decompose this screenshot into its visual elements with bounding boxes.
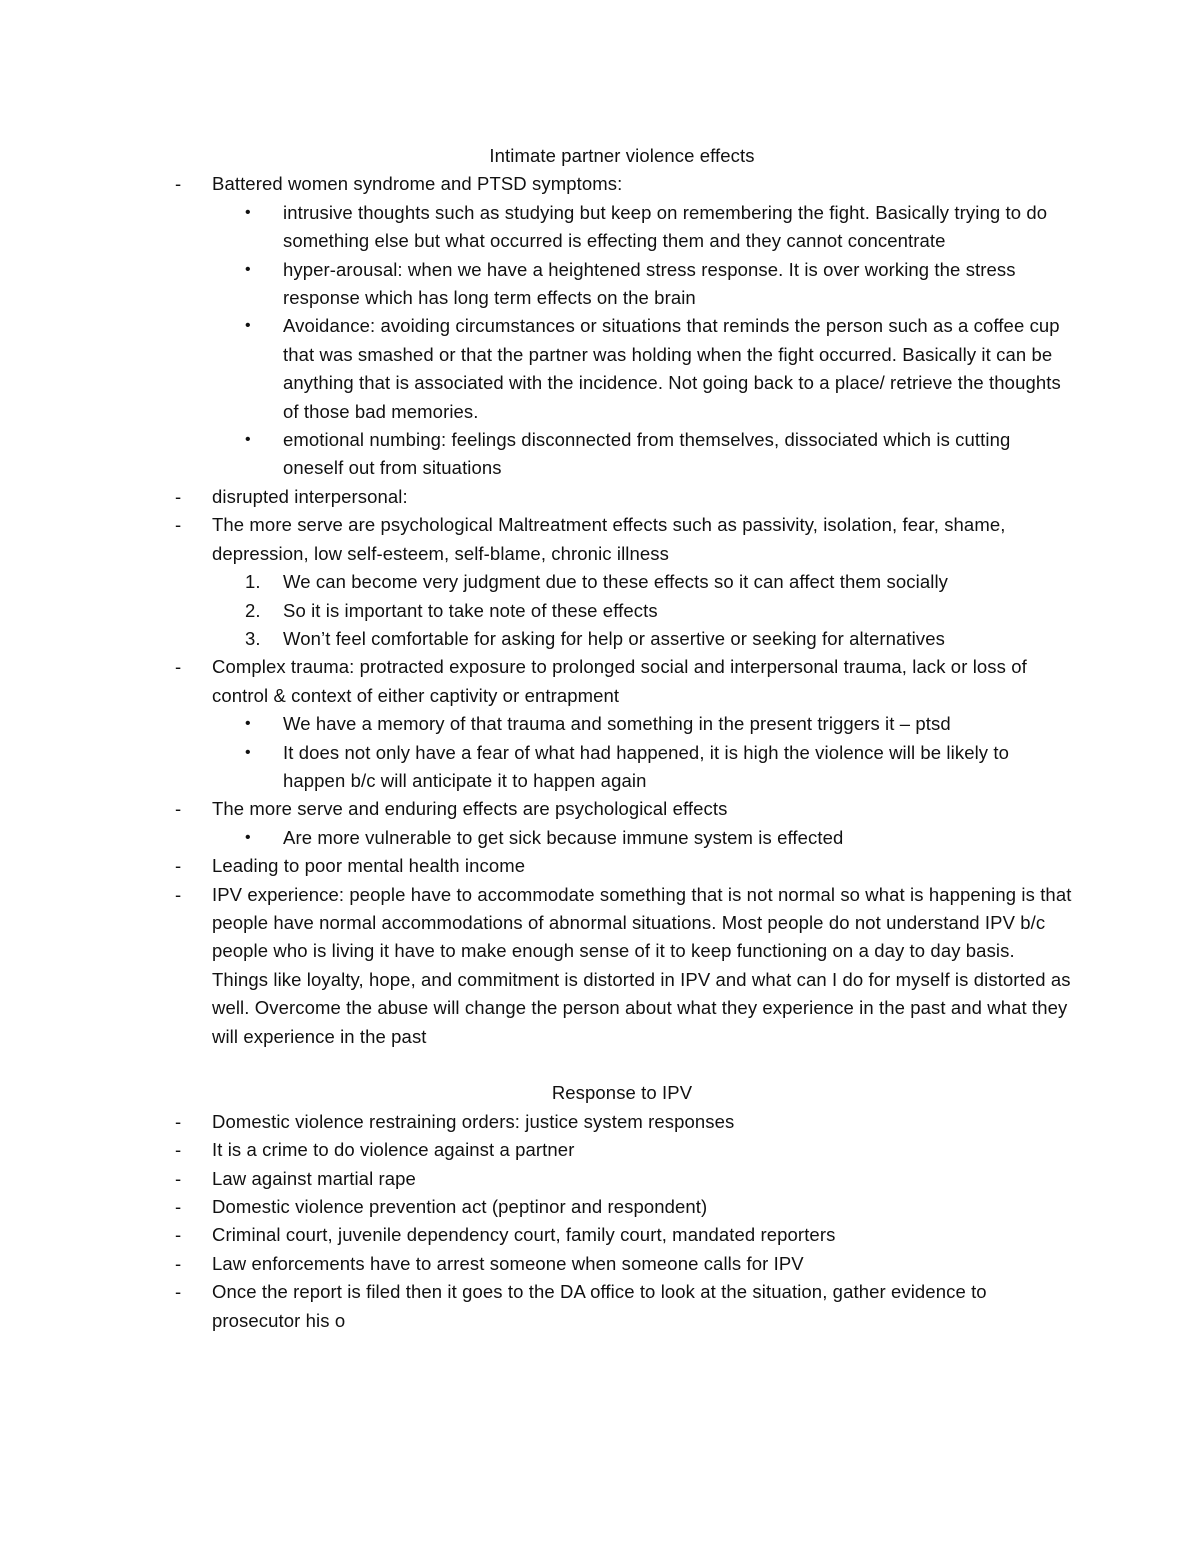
list-item-text: The more serve are psychological Maltreatment effects such as passivity, isolation, fear, shame, depression, low self-esteem, self-blame, chronic illness (212, 514, 1006, 564)
list-item-text: It is a crime to do violence against a partner (212, 1139, 575, 1161)
dash-marker: - (175, 514, 182, 536)
list-item (172, 1221, 1072, 1249)
dash-marker: - (175, 798, 182, 820)
list-item-text: Leading to poor mental health income (212, 855, 526, 877)
sub-item-text: Won’t feel comfortable for asking for help or assertive or seeking for alternatives (283, 627, 945, 649)
sub-item-text: So it is important to take note of these effects (283, 599, 658, 621)
list-item (172, 881, 1072, 1051)
list-item (172, 1250, 1072, 1278)
bullet-sub-item (172, 824, 1072, 852)
numbered-sub-item (172, 625, 1072, 653)
list-item-text: Battered women syndrome and PTSD symptoms: (212, 173, 623, 195)
list-item-text: IPV experience: people have to accommodate something that is not normal so what is happening is that people have normal accommodations of abnormal situations. Most people do not understand IPV b/c people who is living it have to make enough sense of it to keep functioning on a day to day basis. Things like loyalty, hope, and commitment is distorted in IPV and what can I do for myself is distorted as well. Overcome the abuse will change the person about what they experience in the past and what they will experience in the past (212, 883, 1072, 1047)
sub-item-text: We can become very judgment due to these effects so it can affect them socially (283, 571, 949, 593)
dash-marker: - (175, 485, 182, 507)
list-item-text: Once the report is filed then it goes to the DA office to look at the situation, gather evidence to prosecutor his o (212, 1281, 987, 1331)
dash-marker: - (175, 656, 182, 678)
section-title: Intimate partner violence effects (489, 145, 755, 166)
list-item (172, 1108, 1072, 1136)
section-list (172, 170, 1072, 1051)
bullet-sub-item (172, 256, 1072, 313)
dash-marker: - (175, 1252, 182, 1274)
list-item (172, 1193, 1072, 1221)
list-item (172, 170, 1072, 198)
bullet-sub-item (172, 312, 1072, 426)
numbered-sub-item (172, 568, 1072, 596)
section-title: Response to IPV (551, 1082, 693, 1104)
list-item-text: Law against martial rape (212, 1167, 416, 1189)
dash-marker: - (175, 1167, 182, 1189)
sub-item-text: hyper-arousal: when we have a heightened stress response. It is over working the stress response which has long term effects on the brain (283, 258, 1016, 309)
bullet-icon: • (245, 715, 251, 733)
bullet-sub-item (172, 426, 1072, 483)
dash-marker: - (175, 1196, 182, 1218)
bullet-icon: • (245, 828, 251, 846)
number-marker: 3. (245, 627, 261, 649)
sub-item-text: emotional numbing: feelings disconnected from themselves, dissociated which is cutting oneself out from situations (283, 429, 1011, 479)
dash-marker: - (175, 1281, 182, 1303)
bullet-sub-item (172, 739, 1072, 796)
number-marker: 2. (245, 599, 261, 621)
list-item (172, 1136, 1072, 1164)
list-item-text: Law enforcements have to arrest someone when someone calls for IPV (212, 1252, 804, 1274)
bullet-icon: • (245, 743, 251, 761)
list-item (172, 483, 1072, 511)
list-item-text: Complex trauma: protracted exposure to prolonged social and interpersonal trauma, lack or loss of control & context of either captivity or entrapment (212, 656, 1027, 706)
numbered-sub-item (172, 597, 1072, 625)
dash-marker: - (175, 883, 182, 905)
sub-item-text: intrusive thoughts such as studying but keep on remembering the fight. Basically trying to do something else but what occurred is effecting them and they cannot concentrate (283, 201, 1048, 252)
dash-marker: - (175, 1110, 182, 1132)
bullet-sub-item (172, 710, 1072, 738)
list-item-text: disrupted interpersonal: (212, 485, 408, 507)
bullet-icon: • (245, 317, 251, 335)
list-item-text: The more serve and enduring effects are psychological effects (212, 798, 728, 820)
list-item (172, 511, 1072, 568)
section-list (172, 1108, 1072, 1335)
dash-marker: - (175, 855, 182, 877)
section-spacer (172, 1051, 1072, 1079)
sub-item-text: Avoidance: avoiding circumstances or situations that reminds the person such as a coffee cup that was smashed or that the partner was holding when the fight occurred. Basically it can be anything that is associated with the incidence. Not going back to a place/ retrieve the thoughts of those bad memories. (283, 315, 1061, 422)
list-item-text: Domestic violence restraining orders: justice system responses (212, 1110, 735, 1132)
bullet-icon: • (245, 260, 251, 278)
list-item-text: Domestic violence prevention act (peptinor and respondent) (212, 1196, 708, 1218)
sub-item-text: We have a memory of that trauma and something in the present triggers it – ptsd (283, 713, 951, 735)
dash-marker: - (175, 1139, 182, 1161)
number-marker: 1. (245, 571, 261, 593)
list-item-text: Criminal court, juvenile dependency court, family court, mandated reporters (212, 1224, 836, 1246)
list-item (172, 1165, 1072, 1193)
document-body (172, 142, 1072, 1335)
list-item (172, 1278, 1072, 1335)
list-item (172, 852, 1072, 880)
sub-item-text: It does not only have a fear of what had happened, it is high the violence will be likely to happen b/c will anticipate it to happen again (283, 741, 1010, 791)
list-item (172, 653, 1072, 710)
dash-marker: - (175, 1224, 182, 1246)
bullet-icon: • (245, 431, 251, 449)
sub-item-text: Are more vulnerable to get sick because immune system is effected (283, 826, 844, 848)
bullet-sub-item (172, 199, 1072, 256)
dash-marker: - (175, 173, 182, 195)
list-item (172, 795, 1072, 823)
bullet-icon: • (245, 203, 251, 221)
